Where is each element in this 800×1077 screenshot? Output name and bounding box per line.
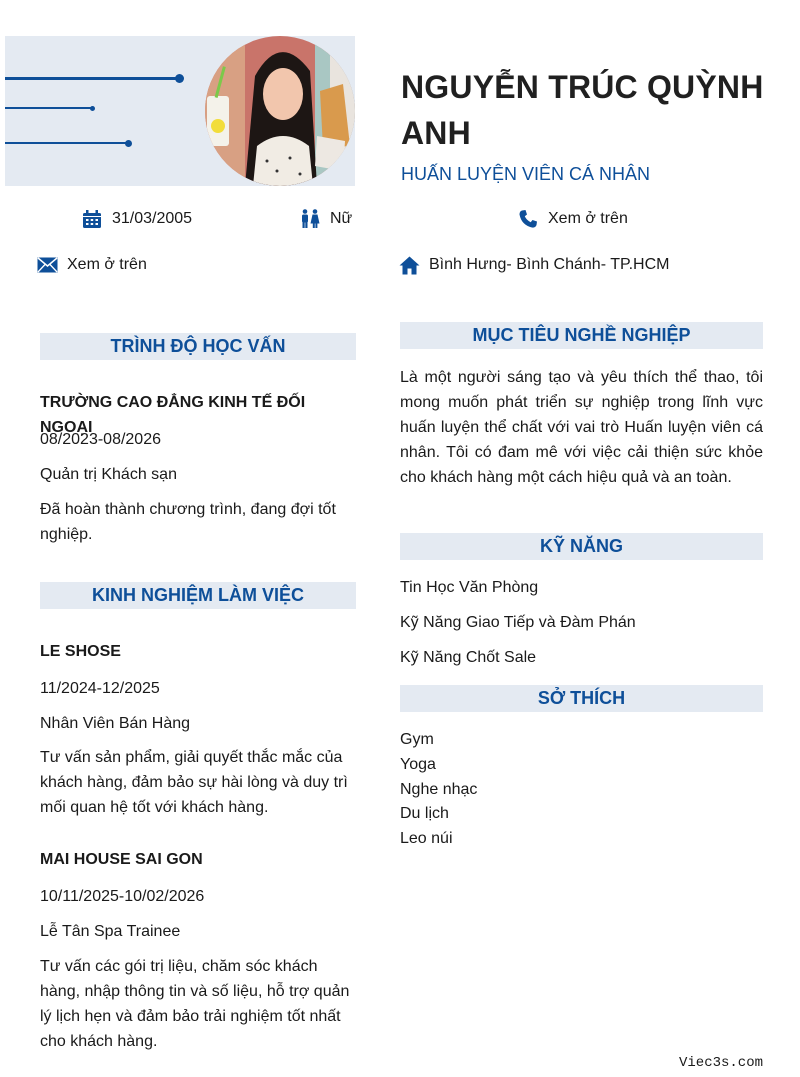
objective-heading: MỤC TIÊU NGHỀ NGHIỆP (400, 322, 763, 349)
hobbies-heading: SỞ THÍCH (400, 685, 763, 712)
hobby-item: Du lịch (400, 805, 449, 822)
gender-icon (299, 209, 321, 229)
experience-description: Tư vấn các gói trị liệu, chăm sóc khách hàng, nhập thông tin và số liệu, hỗ trợ quản lý lịch hẹn và đảm bảo trải nghiệm tốt nhất cho khách hàng. (40, 958, 350, 1050)
skill-item: Tin Học Văn Phòng (400, 579, 539, 596)
skill-item: Kỹ Năng Giao Tiếp và Đàm Phán (400, 614, 636, 631)
decorative-line-1 (5, 77, 180, 80)
objective-text: Là một người sáng tạo và yêu thích thể thao, tôi mong muốn phát triển sự nghiệp trong lĩnh vực huấn luyện thể chất với vai trò Huấn luyện viên cá nhân. Tôi có đam mê với việc cải thiện sức khỏe cho khách hàng một cách hiệu quả và an toàn. (400, 369, 763, 486)
phone-value: Xem ở trên (548, 210, 628, 227)
experience-heading: KINH NGHIỆM LÀM VIỆC (40, 582, 356, 609)
skills-heading: KỸ NĂNG (400, 533, 763, 560)
education-school: TRƯỜNG CAO ĐẲNG KINH TẾ ĐỐI NGOẠI (40, 394, 306, 436)
experience-company: MAI HOUSE SAI GON (40, 851, 203, 868)
home-icon (398, 255, 420, 275)
job-title: HUẤN LUYỆN VIÊN CÁ NHÂN (401, 164, 651, 184)
hobby-item: Gym (400, 731, 434, 748)
watermark: Viec3s.com (678, 1055, 763, 1071)
decorative-dot-3 (125, 140, 132, 147)
education-note: Đã hoàn thành chương trình, đang đợi tốt nghiệp. (40, 501, 336, 543)
email-info (36, 255, 147, 275)
address-value: Bình Hưng- Bình Chánh- TP.HCM (429, 256, 670, 273)
address-info (398, 255, 669, 275)
profile-photo (205, 36, 355, 186)
envelope-icon (36, 255, 58, 275)
gender-info (299, 209, 352, 229)
email-value: Xem ở trên (67, 256, 147, 273)
birthday-value: 31/03/2005 (112, 210, 193, 227)
education-period: 08/2023-08/2026 (40, 431, 161, 448)
candidate-name: NGUYỄN TRÚC QUỲNH ANH (401, 69, 764, 151)
hobby-item: Yoga (400, 756, 436, 773)
skill-item: Kỹ Năng Chốt Sale (400, 649, 537, 666)
experience-description: Tư vấn sản phẩm, giải quyết thắc mắc của khách hàng, đảm bảo sự hài lòng và duy trì mối quan hệ tốt với khách hàng. (40, 749, 348, 816)
education-major: Quản trị Khách sạn (40, 466, 177, 483)
phone-info (517, 209, 628, 229)
experience-period: 10/11/2025-10/02/2026 (40, 888, 205, 905)
experience-role: Nhân Viên Bán Hàng (40, 715, 191, 732)
decorative-line-2 (5, 107, 93, 109)
calendar-icon (81, 209, 103, 229)
experience-company: LE SHOSE (40, 643, 121, 660)
decorative-dot-1 (175, 74, 184, 83)
decorative-line-3 (5, 142, 130, 144)
gender-value: Nữ (330, 210, 353, 227)
decorative-dot-2 (90, 106, 95, 111)
experience-role: Lễ Tân Spa Trainee (40, 923, 181, 940)
hobby-item: Nghe nhạc (400, 781, 478, 798)
experience-period: 11/2024-12/2025 (40, 680, 160, 697)
phone-icon (517, 209, 539, 229)
education-heading: TRÌNH ĐỘ HỌC VẤN (40, 333, 356, 360)
hobby-item: Leo núi (400, 830, 453, 847)
birthday-info (81, 209, 192, 229)
